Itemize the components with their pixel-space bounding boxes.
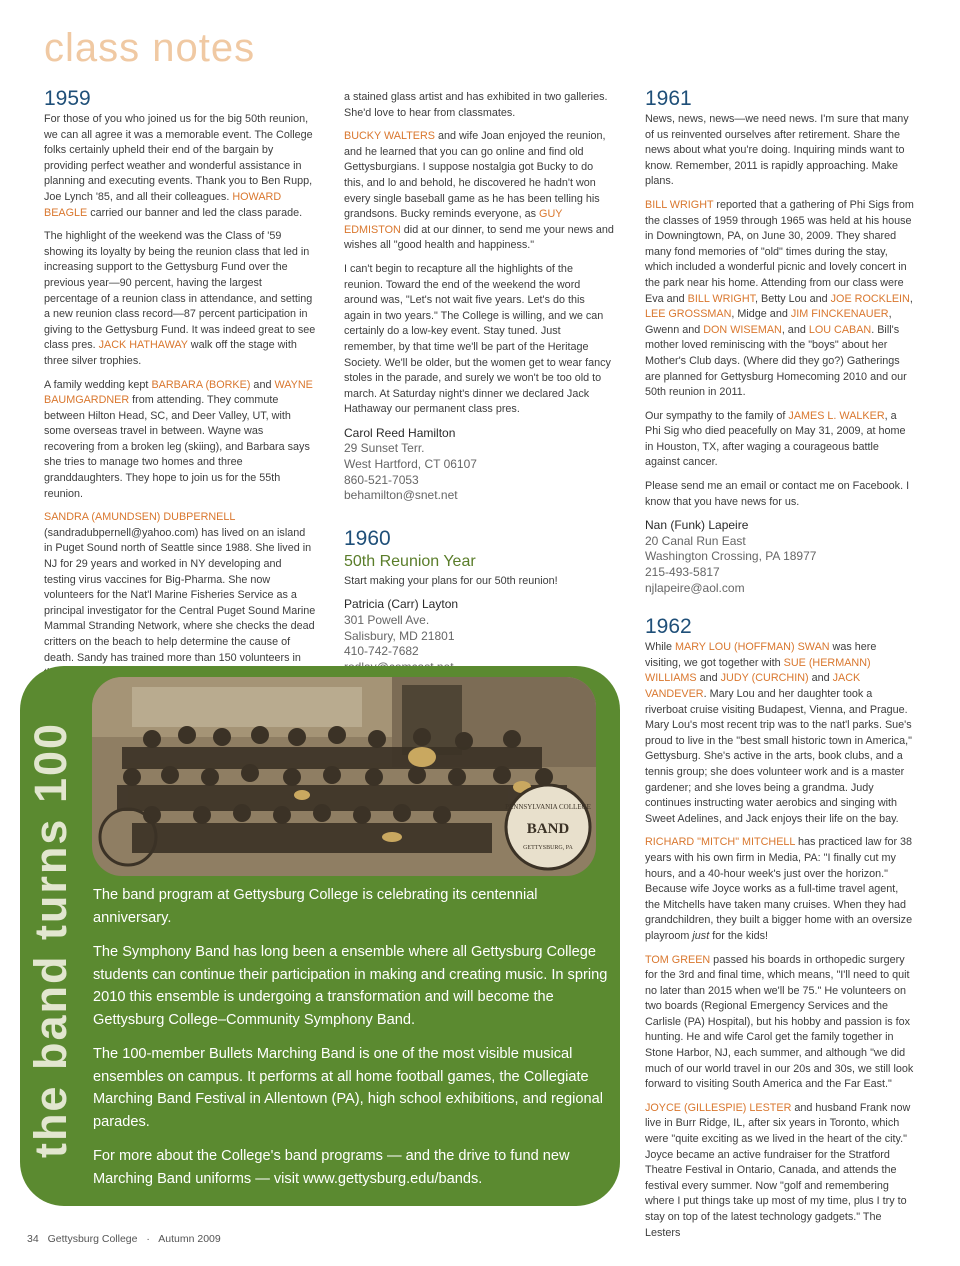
classmate-name: HOWARD BEAGLE: [44, 190, 282, 219]
correspondent-name: Patricia (Carr) Layton: [344, 597, 459, 612]
band-vertical-title: the band turns 100: [25, 721, 76, 1159]
classmate-name: JAMES L. WALKER: [788, 409, 885, 422]
classmate-name: LEE GROSSMAN: [645, 308, 732, 321]
footer-separator: ·: [146, 1233, 150, 1245]
correspondent-name: Nan (Funk) Lapeire: [645, 518, 749, 533]
paragraph: A family wedding kept BARBARA (BORKE) and WAYNE BAUMGARDNER from attending. They commute between Hilton Head, SC, and Deer Valley, UT, with some overseas travel in between. Wayne was recovering from a broken leg (skiing), and Barbara says she tries to manage two homes and three granddaughters. They hope to join us for the 55th reunion.: [44, 378, 313, 500]
classmate-name: RICHARD "MITCH" MITCHELL: [645, 836, 796, 849]
phone: 860-521-7053: [344, 472, 419, 487]
address-line: 29 Sunset Terr.: [344, 441, 425, 456]
classmate-name: TOM GREEN: [645, 953, 711, 966]
column-1961-1962: [645, 88, 915, 1249]
classmate-name: JOYCE (GILLESPIE) LESTER: [645, 1101, 792, 1114]
classmate-name: BILL WRIGHT: [645, 198, 714, 211]
page-title: class notes: [44, 26, 256, 70]
classmate-name: JACK VANDEVER: [645, 672, 861, 700]
column-middle: [344, 90, 614, 683]
year-heading-1959: 1959: [44, 87, 91, 110]
paragraph: News, news, news—we need news. I'm sure that many of us reinvented ourselves after retirement. Share the news about what you're doing. Inquiring minds want to know. Remember, 2011 is rapidly approaching. Make plans.: [645, 113, 909, 188]
paragraph: The band program at Gettysburg College is celebrating its centennial anniversary.: [93, 887, 538, 926]
correspondent-contact-1961: [645, 518, 915, 596]
paragraph: Please send me an email or contact me on Facebook. I know that you have news for us.: [645, 480, 910, 508]
classmate-name: JUDY (CURCHIN): [720, 672, 809, 685]
paragraph: For those of you who joined us for the big 50th reunion, we can all agree it was a memorable event. The College folks certainly upheld their end of the bargain by providing perfect weather and wonderful assistance in planning and executing events. Thank you to Ben Rupp, Joe Lynch '85, and all their colleagues. HOWARD BEAGLE carried our banner and led the class parade.: [44, 113, 313, 219]
classmate-name: LOU CABAN: [808, 323, 872, 336]
paragraph: The Symphony Band has long been a ensemble where all Gettysburg College students can continue their participation in making and creating music. In spring 2010 this ensemble is undergoing a transformation and will become the Gettysburg College–Community Symphony Band.: [93, 944, 608, 1028]
year-heading-1960: 1960: [344, 526, 391, 550]
paragraph: While MARY LOU (HOFFMAN) SWAN was here visiting, we got together with SUE (HERMANN) WILLIAMS and JUDY (CURCHIN) and JACK VANDEVER. Mary Lou and her daughter took a riverboat cruise visiting Budapest, Vienna, and Prague. Mary Lou's most recent trip was to the nat'l parks. Sue's proud to live in the "best small historic town in America," Gettysburg. She's active in the arts, book clubs, and a tennis group; she does volunteer work and is a master gardener; and she loves being a grandma. Judy continues instructing water aerobics and singing with Sweet Adelines, and Jack enjoys their life on the bay.: [645, 641, 912, 825]
drum-text: PENNSYLVANIA COLLEGE: [505, 803, 591, 811]
classmate-name: JIM FINCKENAUER: [790, 308, 889, 321]
drum-band-text: BAND: [526, 821, 570, 837]
classmate-name: SUE (HERMANN) WILLIAMS: [645, 656, 871, 685]
paragraph: JOYCE (GILLESPIE) LESTER and husband Frank now live in Burr Ridge, IL, after six years in Toronto, which were "quite exciting as we lived in the heart of the city." Joyce became an active fundraiser for the Stratford Theatre Festival in Ontario, Canada, and attends the festival every summer. Now "golf and remembering where I put things take up most of my time, plus I try to stay on top of the latest technology gadgets." The Lesters: [645, 1101, 911, 1239]
classmate-name: GUY EDMISTON: [344, 208, 563, 236]
issue-label: Autumn 2009: [158, 1233, 221, 1245]
band-feature-text: [93, 884, 608, 1202]
year-subtitle: 50th Reunion Year: [344, 552, 476, 570]
classmate-name: MARY LOU (HOFFMAN) SWAN: [675, 641, 830, 654]
paragraph: RICHARD "MITCH" MITCHELL has practiced law for 38 years with his own firm in Media, PA: "I finally cut my hours, and a 40-hour week's just over the horizon." Because wife Joyce works as a full-time travel agent, the Mitchells have taken many cruises. When they had grandchildren, they built a bigger home with an oversize playroom just for the kids!: [645, 836, 913, 942]
classmate-name: JOE ROCKLEIN: [830, 292, 910, 305]
address-line: Washington Crossing, PA 18977: [645, 549, 817, 564]
paragraph: SANDRA (AMUNDSEN) DUBPERNELL (sandradubpernell@yahoo.com) has lived on an island in Puget Sound north of Seattle since 1988. She lived in NJ for 29 years and worked in NY developing and testing virus vaccines for Big-Pharma. She now volunteers for the Nat'l Marine Fisheries Service as a principal investigator for the Central Puget Sound Marine Mammal Stranding Network, where she checks the dead critters on the beach to help determine the cause of death. Sandy has trained more than 150 volunteers in: [44, 511, 316, 664]
paragraph: a stained glass artist and has exhibited in two galleries. She'd love to hear from classmates.: [344, 91, 608, 119]
email-link[interactable]: behamilton@snet.net: [344, 488, 458, 503]
correspondent-name: Carol Reed Hamilton: [344, 425, 456, 440]
year-heading-1962: 1962: [645, 615, 692, 639]
correspondent-contact-1959: [344, 426, 614, 504]
paragraph: TOM GREEN passed his boards in orthopedic surgery for the 3rd and final time, which means, "I'll need to quit no later than 2015 when we'll be 75." He volunteers on two boards (Regional Emergency Services and the Carlisle (PA) Hospital), but his hobby and passion is fox hunting. He and wife Carol get the family together in Stone Harbor, NJ, each summer, and although "we did much of our world travel in our 20s and 30s, we still look forward to visiting South America and the Far East.": [645, 953, 914, 1091]
classmate-name: WAYNE BAUMGARDNER: [44, 378, 313, 407]
phone: 410-742-7682: [344, 644, 419, 659]
classmate-name: SANDRA (AMUNDSEN) DUBPERNELL: [44, 511, 235, 524]
address-line: West Hartford, CT 06107: [344, 457, 477, 472]
paragraph: BUCKY WALTERS and wife Joan enjoyed the reunion, and he learned that you can go online and find old Gettysburgians. I suppose nostalgia got Bucky to do this, and lo and behold, he discovered he hadn't won every single baseball game as he has been telling his grandsons. Bucky reminds everyone, as GUY EDMISTON did at our dinner, to send me your news and wishes all "good health and happiness.": [344, 130, 614, 252]
classmate-name: BUCKY WALTERS: [344, 130, 435, 143]
paragraph: The 100-member Bullets Marching Band is one of the most visible musical ensembles on campus. It performs at all home football games, the Collegiate Marching Band Festival in Allentown (PA), high school exhibitions, and regional parades.: [93, 1046, 603, 1130]
drum-town-text: GETTYSBURG, PA: [523, 845, 573, 851]
year-heading-1961: 1961: [645, 87, 692, 110]
correspondent-contact-1960: [344, 597, 614, 675]
classmate-name: BILL WRIGHT: [687, 292, 756, 305]
phone: 215-493-5817: [645, 565, 720, 580]
paragraph: For more about the College's band programs — and the drive to fund new Marching Band uniforms — visit www.gettysburg.edu/bands.: [93, 1148, 570, 1187]
band-photo: [92, 677, 596, 876]
paragraph: BILL WRIGHT reported that a gathering of Phi Sigs from the classes of 1959 through 1965 was held at his house in Downingtown, PA, on June 30, 2009. They shared many fond memories of "old" times during the stay, which included a wonderful picnic and lovely concert in the park near his home. Attending from our class were Eva and BILL WRIGHT, Betty Lou and JOE ROCKLEIN, LEE GROSSMAN, Midge and JIM FINCKENAUER, Gwenn and DON WISEMAN, and LOU CABAN. Bill's mother loved reminiscing with the "boys" about her Mother's Club days. (Where did they go?) Gatherings are planned for Gettysburg Homecoming 2010 and our 50th reunion in 2011.: [645, 198, 914, 399]
paragraph: Start making your plans for our 50th reunion!: [344, 574, 558, 587]
paragraph: The highlight of the weekend was the Class of '59 showing its loyalty by being the reunion class that led in increasing support to the Gettysburg Fund over the previous year—90 percent, having the largest percentage of a reunion class in attendance, and setting a new reunion class record—87 percent participation in giving to the Gettysburg Fund. It was indeed great to see class pres. JACK HATHAWAY walk off the stage with three silver trophies.: [44, 230, 316, 367]
address-line: 20 Canal Run East: [645, 533, 746, 548]
classmate-name: DON WISEMAN: [703, 323, 782, 336]
page-footer: [27, 1233, 227, 1245]
email-link[interactable]: njlapeire@aol.com: [645, 580, 745, 595]
paragraph: I can't begin to recapture all the highlights of the reunion. Toward the end of the weekend the word around was, "Let's not wait five years. Let's do this again in two years." The College is willing, and we can certainly do a low-key event. Stay tuned. Just remember, by that time we'll be part of the Heritage Society. We'll be older, but the women get to wear fancy stoles in the parade, and surely we won't be too old to march. At Saturday night's dinner we declared Jack Hathaway our permanent class pres.: [344, 262, 611, 416]
classmate-name: BARBARA (BORKE): [151, 378, 251, 391]
paragraph: Our sympathy to the family of JAMES L. WALKER, a Phi Sig who died peacefully on May 31, 2009, at home in Houston, TX, after waging a courageous battle against cancer.: [645, 409, 906, 469]
column-1959: [44, 88, 316, 690]
publication-name: Gettysburg College: [47, 1233, 138, 1245]
address-line: 301 Powell Ave.: [344, 613, 430, 628]
address-line: Salisbury, MD 21801: [344, 628, 455, 643]
classmate-name: JACK HATHAWAY: [98, 339, 188, 352]
page-number: 34: [27, 1233, 39, 1245]
